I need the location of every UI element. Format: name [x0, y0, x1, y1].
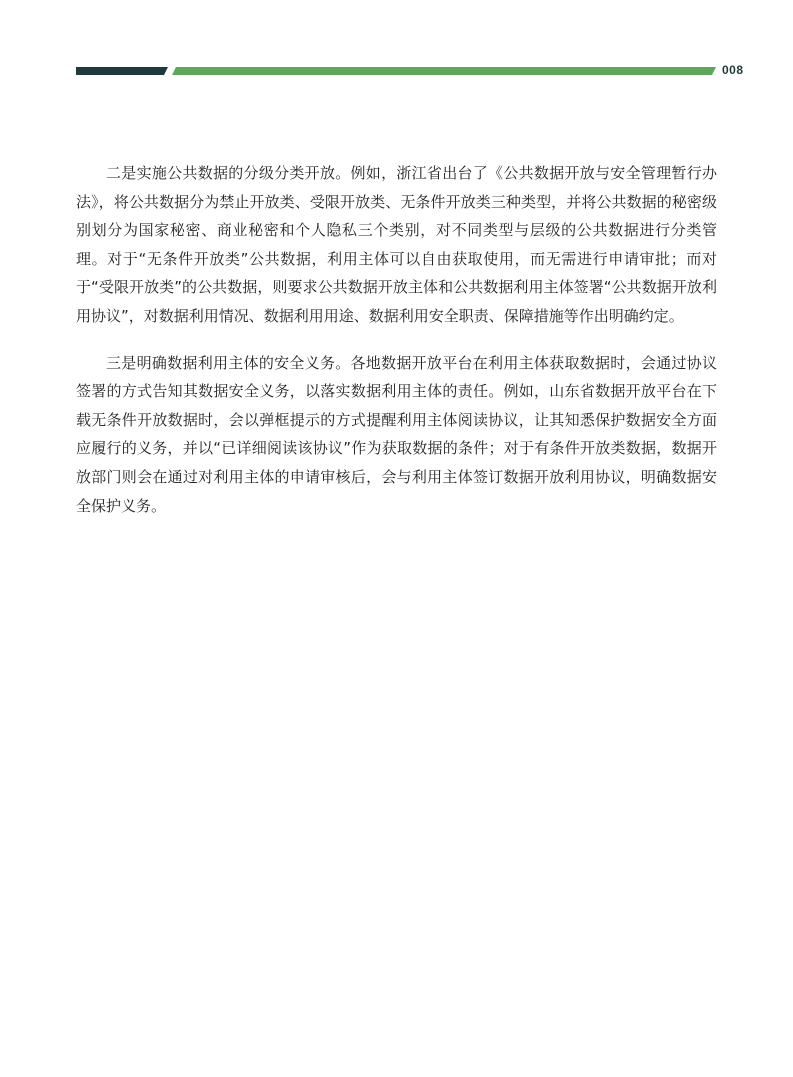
header-bar-dark-segment [76, 67, 168, 75]
document-body [76, 159, 717, 538]
page-number: 008 [722, 63, 744, 77]
header-decorative-bar [76, 67, 716, 75]
body-paragraph-2: 三是明确数据利用主体的安全义务。各地数据开放平台在利用主体获取数据时，会通过协议签署的方式告知其数据安全义务，以落实数据利用主体的责任。例如，山东省数据开放平台在下载无条件开放数据时，会以弹框提示的方式提醒利用主体阅读协议，让其知悉保护数据安全方面应履行的义务，并以“已详细阅读该协议”作为获取数据的条件；对于有条件开放类数据，数据开放部门则会在通过对利用主体的申请审核后，会与利用主体签订数据开放利用协议，明确数据安全保护义务。 [76, 353, 717, 515]
body-paragraph-1: 二是实施公共数据的分级分类开放。例如，浙江省出台了《公共数据开放与安全管理暂行办法》，将公共数据分为禁止开放类、受限开放类、无条件开放类三种类型，并将公共数据的秘密级别划分为国家秘密、商业秘密和个人隐私三个类别，对不同类型与层级的公共数据进行分类管理。对于“无条件开放类”公共数据，利用主体可以自由获取使用，而无需进行申请审批；而对于“受限开放类”的公共数据，则要求公共数据开放主体和公共数据利用主体签署“公共数据开放利用协议”，对数据利用情况、数据利用用途、数据利用安全职责、保障措施等作出明确约定。 [76, 164, 717, 325]
header-bar-green-segment [172, 67, 716, 75]
header-bar-graphic [76, 67, 716, 75]
